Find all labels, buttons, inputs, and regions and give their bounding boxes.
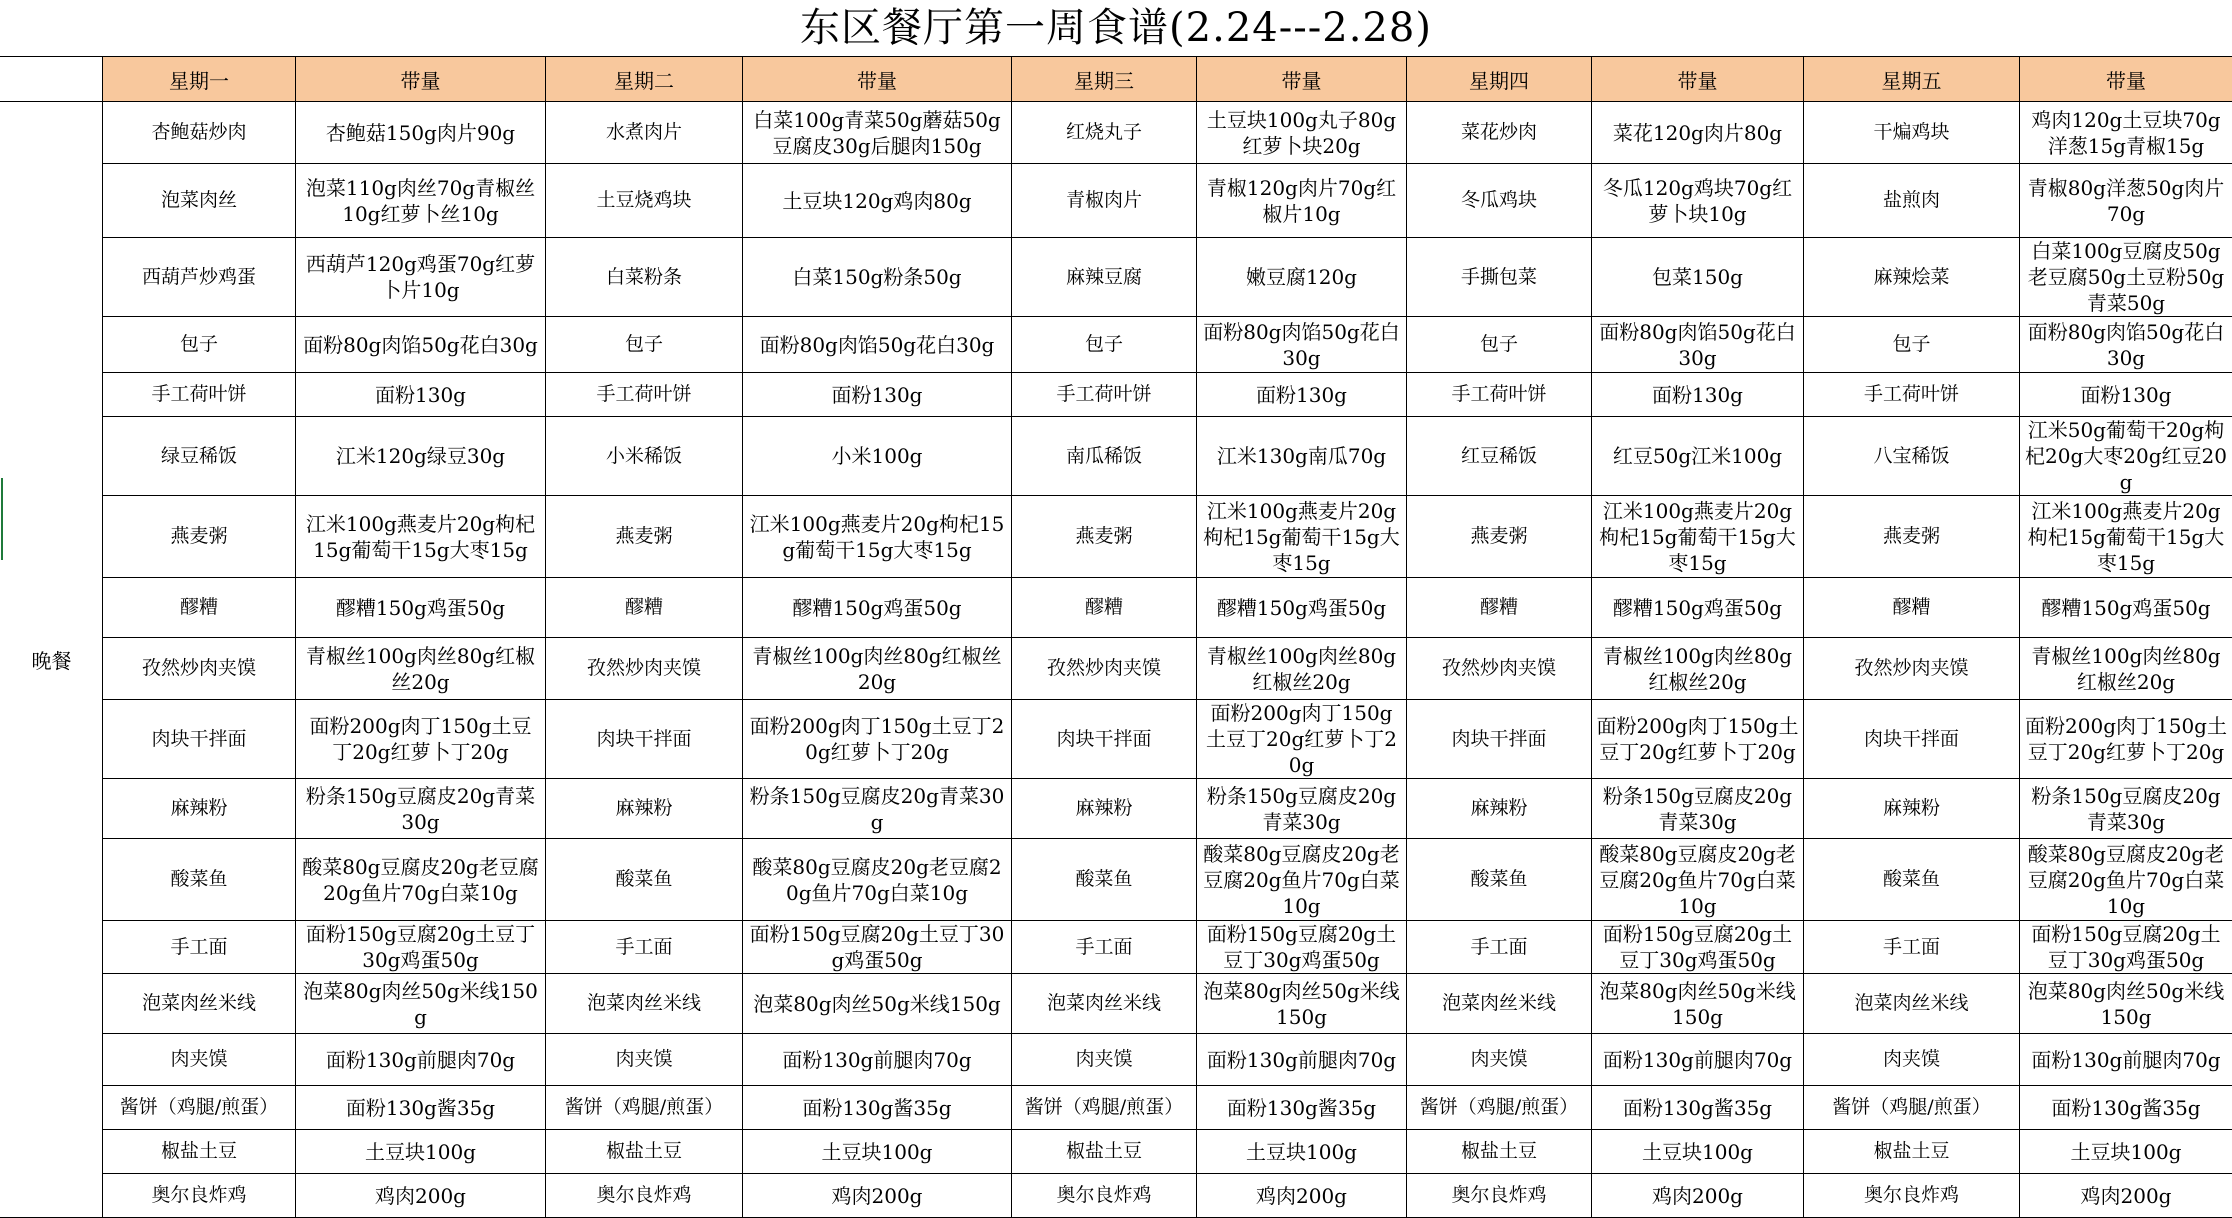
portion-cell: 面粉130g酱35g — [1592, 1086, 1804, 1130]
portion-cell: 土豆块120g鸡肉80g — [743, 164, 1012, 238]
dish-name-cell: 肉夹馍 — [1407, 1034, 1592, 1086]
dish-name-cell: 手工荷叶饼 — [1012, 373, 1197, 417]
portion-cell: 醪糟150g鸡蛋50g — [743, 578, 1012, 638]
portion-cell: 白菜100g青菜50g蘑菇50g豆腐皮30g后腿肉150g — [743, 102, 1012, 164]
portion-cell: 泡菜110g肉丝70g青椒丝10g红萝卜丝10g — [296, 164, 546, 238]
table-row — [1, 1034, 2232, 1086]
table-row — [1, 1086, 2232, 1130]
dish-name-cell: 八宝稀饭 — [1804, 417, 2020, 496]
portion-cell: 粉条150g豆腐皮20g青菜30g — [1592, 779, 1804, 839]
dish-name-cell: 椒盐土豆 — [546, 1130, 743, 1174]
portion-cell: 酸菜80g豆腐皮20g老豆腐20g鱼片70g白菜10g — [2020, 839, 2232, 921]
table-row — [1, 417, 2232, 496]
dish-name-cell: 酸菜鱼 — [103, 839, 296, 921]
dish-name-cell: 麻辣粉 — [1804, 779, 2020, 839]
dish-name-cell: 燕麦粥 — [1407, 496, 1592, 578]
dish-name-cell: 肉块干拌面 — [1804, 700, 2020, 779]
dish-name-cell: 醪糟 — [1012, 578, 1197, 638]
table-row — [1, 164, 2232, 238]
dish-name-cell: 麻辣烩菜 — [1804, 238, 2020, 317]
table-row — [1, 578, 2232, 638]
portion-cell: 青椒丝100g肉丝80g红椒丝20g — [296, 638, 546, 700]
portion-cell: 面粉80g肉馅50g花白30g — [743, 317, 1012, 373]
dish-name-cell: 奥尔良炸鸡 — [546, 1174, 743, 1218]
header-cell: 带量 — [296, 57, 546, 102]
portion-cell: 土豆块100g — [296, 1130, 546, 1174]
menu-title: 东区餐厅第一周食谱(2.24---2.28) — [0, 0, 2232, 56]
dish-name-cell: 酸菜鱼 — [546, 839, 743, 921]
dish-name-cell: 肉块干拌面 — [1407, 700, 1592, 779]
dish-name-cell: 泡菜肉丝米线 — [1804, 974, 2020, 1034]
dish-name-cell: 麻辣粉 — [1407, 779, 1592, 839]
portion-cell: 江米100g燕麦片20g枸杞15g葡萄干15g大枣15g — [2020, 496, 2232, 578]
dish-name-cell: 西葫芦炒鸡蛋 — [103, 238, 296, 317]
portion-cell: 酸菜80g豆腐皮20g老豆腐20g鱼片70g白菜10g — [743, 839, 1012, 921]
dish-name-cell: 包子 — [1012, 317, 1197, 373]
header-cell: 星期一 — [103, 57, 296, 102]
portion-cell: 鸡肉120g土豆块70g洋葱15g青椒15g — [2020, 102, 2232, 164]
portion-cell: 面粉130g — [1592, 373, 1804, 417]
dish-name-cell: 手工荷叶饼 — [103, 373, 296, 417]
dish-name-cell: 椒盐土豆 — [1804, 1130, 2020, 1174]
dish-name-cell: 麻辣粉 — [103, 779, 296, 839]
table-row — [1, 921, 2232, 974]
portion-cell: 面粉130g前腿肉70g — [2020, 1034, 2232, 1086]
portion-cell: 酸菜80g豆腐皮20g老豆腐20g鱼片70g白菜10g — [1592, 839, 1804, 921]
portion-cell: 面粉80g肉馅50g花白30g — [1592, 317, 1804, 373]
dish-name-cell: 青椒肉片 — [1012, 164, 1197, 238]
dish-name-cell: 奥尔良炸鸡 — [103, 1174, 296, 1218]
portion-cell: 醪糟150g鸡蛋50g — [296, 578, 546, 638]
portion-cell: 面粉200g肉丁150g土豆丁20g红萝卜丁20g — [743, 700, 1012, 779]
meal-label: 晚餐 — [1, 102, 103, 1218]
portion-cell: 面粉130g — [743, 373, 1012, 417]
portion-cell: 江米100g燕麦片20g枸杞15g葡萄干15g大枣15g — [1197, 496, 1407, 578]
dish-name-cell: 手工荷叶饼 — [1407, 373, 1592, 417]
table-row — [1, 638, 2232, 700]
portion-cell: 面粉130g酱35g — [743, 1086, 1012, 1130]
portion-cell: 江米130g南瓜70g — [1197, 417, 1407, 496]
dish-name-cell: 手工面 — [546, 921, 743, 974]
header-row — [1, 57, 2232, 102]
portion-cell: 鸡肉200g — [1197, 1174, 1407, 1218]
portion-cell: 面粉150g豆腐20g土豆丁30g鸡蛋50g — [296, 921, 546, 974]
portion-cell: 白菜150g粉条50g — [743, 238, 1012, 317]
portion-cell: 青椒80g洋葱50g肉片70g — [2020, 164, 2232, 238]
weekly-menu-table — [0, 56, 2232, 1218]
portion-cell: 江米50g葡萄干20g枸杞20g大枣20g红豆20g — [2020, 417, 2232, 496]
header-cell: 带量 — [743, 57, 1012, 102]
dish-name-cell: 菜花炒肉 — [1407, 102, 1592, 164]
portion-cell: 青椒丝100g肉丝80g红椒丝20g — [1197, 638, 1407, 700]
portion-cell: 江米100g燕麦片20g枸杞15g葡萄干15g大枣15g — [743, 496, 1012, 578]
dish-name-cell: 肉夹馍 — [1804, 1034, 2020, 1086]
dish-name-cell: 干煸鸡块 — [1804, 102, 2020, 164]
dish-name-cell: 土豆烧鸡块 — [546, 164, 743, 238]
portion-cell: 青椒120g肉片70g红椒片10g — [1197, 164, 1407, 238]
portion-cell: 酸菜80g豆腐皮20g老豆腐20g鱼片70g白菜10g — [1197, 839, 1407, 921]
dish-name-cell: 肉夹馍 — [546, 1034, 743, 1086]
dish-name-cell: 泡菜肉丝 — [103, 164, 296, 238]
dish-name-cell: 孜然炒肉夹馍 — [103, 638, 296, 700]
dish-name-cell: 手工面 — [1804, 921, 2020, 974]
portion-cell: 粉条150g豆腐皮20g青菜30g — [743, 779, 1012, 839]
portion-cell: 面粉150g豆腐20g土豆丁30g鸡蛋50g — [2020, 921, 2232, 974]
dish-name-cell: 手工荷叶饼 — [1804, 373, 2020, 417]
portion-cell: 面粉130g前腿肉70g — [1592, 1034, 1804, 1086]
dish-name-cell: 燕麦粥 — [1012, 496, 1197, 578]
portion-cell: 江米120g绿豆30g — [296, 417, 546, 496]
dish-name-cell: 肉块干拌面 — [1012, 700, 1197, 779]
dish-name-cell: 包子 — [1407, 317, 1592, 373]
dish-name-cell: 绿豆稀饭 — [103, 417, 296, 496]
dish-name-cell: 肉块干拌面 — [546, 700, 743, 779]
portion-cell: 鸡肉200g — [743, 1174, 1012, 1218]
table-row — [1, 238, 2232, 317]
dish-name-cell: 奥尔良炸鸡 — [1804, 1174, 2020, 1218]
header-cell: 星期四 — [1407, 57, 1592, 102]
header-cell: 带量 — [2020, 57, 2232, 102]
portion-cell: 面粉150g豆腐20g土豆丁30g鸡蛋50g — [1592, 921, 1804, 974]
dish-name-cell: 手撕包菜 — [1407, 238, 1592, 317]
dish-name-cell: 红豆稀饭 — [1407, 417, 1592, 496]
portion-cell: 江米100g燕麦片20g枸杞15g葡萄干15g大枣15g — [1592, 496, 1804, 578]
dish-name-cell: 盐煎肉 — [1804, 164, 2020, 238]
portion-cell: 粉条150g豆腐皮20g青菜30g — [2020, 779, 2232, 839]
dish-name-cell: 冬瓜鸡块 — [1407, 164, 1592, 238]
header-cell: 星期五 — [1804, 57, 2020, 102]
dish-name-cell: 杏鲍菇炒肉 — [103, 102, 296, 164]
dish-name-cell: 南瓜稀饭 — [1012, 417, 1197, 496]
menu-body — [1, 102, 2232, 1218]
portion-cell: 面粉150g豆腐20g土豆丁30g鸡蛋50g — [743, 921, 1012, 974]
header-cell: 星期二 — [546, 57, 743, 102]
dish-name-cell: 酸菜鱼 — [1804, 839, 2020, 921]
portion-cell: 西葫芦120g鸡蛋70g红萝卜片10g — [296, 238, 546, 317]
dish-name-cell: 肉块干拌面 — [103, 700, 296, 779]
portion-cell: 面粉130g酱35g — [296, 1086, 546, 1130]
portion-cell: 面粉80g肉馅50g花白30g — [1197, 317, 1407, 373]
dish-name-cell: 肉夹馍 — [103, 1034, 296, 1086]
dish-name-cell: 椒盐土豆 — [1407, 1130, 1592, 1174]
portion-cell: 鸡肉200g — [2020, 1174, 2232, 1218]
portion-cell: 面粉130g前腿肉70g — [296, 1034, 546, 1086]
dish-name-cell: 手工面 — [1012, 921, 1197, 974]
portion-cell: 面粉130g — [296, 373, 546, 417]
portion-cell: 面粉130g前腿肉70g — [743, 1034, 1012, 1086]
table-row — [1, 373, 2232, 417]
table-row — [1, 1174, 2232, 1218]
portion-cell: 粉条150g豆腐皮20g青菜30g — [1197, 779, 1407, 839]
dish-name-cell: 泡菜肉丝米线 — [103, 974, 296, 1034]
dish-name-cell: 包子 — [1804, 317, 2020, 373]
dish-name-cell: 醪糟 — [103, 578, 296, 638]
dish-name-cell: 椒盐土豆 — [103, 1130, 296, 1174]
portion-cell: 面粉130g酱35g — [2020, 1086, 2232, 1130]
dish-name-cell: 酱饼（鸡腿/煎蛋） — [1804, 1086, 2020, 1130]
dish-name-cell: 孜然炒肉夹馍 — [1407, 638, 1592, 700]
portion-cell: 白菜100g豆腐皮50g老豆腐50g土豆粉50g青菜50g — [2020, 238, 2232, 317]
header-cell: 带量 — [1197, 57, 1407, 102]
portion-cell: 泡菜80g肉丝50g米线150g — [296, 974, 546, 1034]
portion-cell: 泡菜80g肉丝50g米线150g — [1197, 974, 1407, 1034]
dish-name-cell: 麻辣粉 — [546, 779, 743, 839]
portion-cell: 青椒丝100g肉丝80g红椒丝20g — [1592, 638, 1804, 700]
dish-name-cell: 泡菜肉丝米线 — [1012, 974, 1197, 1034]
portion-cell: 面粉80g肉馅50g花白30g — [2020, 317, 2232, 373]
portion-cell: 泡菜80g肉丝50g米线150g — [743, 974, 1012, 1034]
portion-cell: 土豆块100g — [1197, 1130, 1407, 1174]
portion-cell: 面粉200g肉丁150g土豆丁20g红萝卜丁20g — [1197, 700, 1407, 779]
dish-name-cell: 泡菜肉丝米线 — [1407, 974, 1592, 1034]
portion-cell: 面粉200g肉丁150g土豆丁20g红萝卜丁20g — [296, 700, 546, 779]
dish-name-cell: 泡菜肉丝米线 — [546, 974, 743, 1034]
dish-name-cell: 醪糟 — [546, 578, 743, 638]
portion-cell: 土豆块100g丸子80g红萝卜块20g — [1197, 102, 1407, 164]
table-row — [1, 700, 2232, 779]
dish-name-cell: 酱饼（鸡腿/煎蛋） — [1407, 1086, 1592, 1130]
dish-name-cell: 小米稀饭 — [546, 417, 743, 496]
portion-cell: 红豆50g江米100g — [1592, 417, 1804, 496]
table-row — [1, 1130, 2232, 1174]
portion-cell: 面粉150g豆腐20g土豆丁30g鸡蛋50g — [1197, 921, 1407, 974]
dish-name-cell: 酱饼（鸡腿/煎蛋） — [1012, 1086, 1197, 1130]
portion-cell: 醪糟150g鸡蛋50g — [1592, 578, 1804, 638]
table-row — [1, 779, 2232, 839]
dish-name-cell: 燕麦粥 — [1804, 496, 2020, 578]
dish-name-cell: 包子 — [103, 317, 296, 373]
dish-name-cell: 酸菜鱼 — [1407, 839, 1592, 921]
portion-cell: 面粉130g前腿肉70g — [1197, 1034, 1407, 1086]
dish-name-cell: 酱饼（鸡腿/煎蛋） — [103, 1086, 296, 1130]
dish-name-cell: 红烧丸子 — [1012, 102, 1197, 164]
portion-cell: 面粉130g — [1197, 373, 1407, 417]
portion-cell: 嫩豆腐120g — [1197, 238, 1407, 317]
portion-cell: 醪糟150g鸡蛋50g — [2020, 578, 2232, 638]
portion-cell: 青椒丝100g肉丝80g红椒丝20g — [2020, 638, 2232, 700]
dish-name-cell: 燕麦粥 — [546, 496, 743, 578]
portion-cell: 酸菜80g豆腐皮20g老豆腐20g鱼片70g白菜10g — [296, 839, 546, 921]
portion-cell: 土豆块100g — [743, 1130, 1012, 1174]
dish-name-cell: 奥尔良炸鸡 — [1407, 1174, 1592, 1218]
dish-name-cell: 肉夹馍 — [1012, 1034, 1197, 1086]
portion-cell: 江米100g燕麦片20g枸杞15g葡萄干15g大枣15g — [296, 496, 546, 578]
dish-name-cell: 酸菜鱼 — [1012, 839, 1197, 921]
dish-name-cell: 孜然炒肉夹馍 — [546, 638, 743, 700]
portion-cell: 青椒丝100g肉丝80g红椒丝20g — [743, 638, 1012, 700]
dish-name-cell: 手工面 — [103, 921, 296, 974]
portion-cell: 小米100g — [743, 417, 1012, 496]
portion-cell: 泡菜80g肉丝50g米线150g — [1592, 974, 1804, 1034]
dish-name-cell: 醪糟 — [1804, 578, 2020, 638]
dish-name-cell: 麻辣粉 — [1012, 779, 1197, 839]
portion-cell: 面粉200g肉丁150g土豆丁20g红萝卜丁20g — [2020, 700, 2232, 779]
dish-name-cell: 椒盐土豆 — [1012, 1130, 1197, 1174]
table-row — [1, 839, 2232, 921]
header-cell: 星期三 — [1012, 57, 1197, 102]
portion-cell: 面粉200g肉丁150g土豆丁20g红萝卜丁20g — [1592, 700, 1804, 779]
dish-name-cell: 燕麦粥 — [103, 496, 296, 578]
portion-cell: 冬瓜120g鸡块70g红萝卜块10g — [1592, 164, 1804, 238]
portion-cell: 土豆块100g — [1592, 1130, 1804, 1174]
portion-cell: 鸡肉200g — [1592, 1174, 1804, 1218]
portion-cell: 面粉130g — [2020, 373, 2232, 417]
dish-name-cell: 醪糟 — [1407, 578, 1592, 638]
dish-name-cell: 水煮肉片 — [546, 102, 743, 164]
dish-name-cell: 麻辣豆腐 — [1012, 238, 1197, 317]
portion-cell: 土豆块100g — [2020, 1130, 2232, 1174]
portion-cell: 面粉130g酱35g — [1197, 1086, 1407, 1130]
dish-name-cell: 手工荷叶饼 — [546, 373, 743, 417]
dish-name-cell: 酱饼（鸡腿/煎蛋） — [546, 1086, 743, 1130]
corner-cell — [1, 57, 103, 102]
dish-name-cell: 包子 — [546, 317, 743, 373]
portion-cell: 面粉80g肉馅50g花白30g — [296, 317, 546, 373]
portion-cell: 鸡肉200g — [296, 1174, 546, 1218]
portion-cell: 泡菜80g肉丝50g米线150g — [2020, 974, 2232, 1034]
dish-name-cell: 孜然炒肉夹馍 — [1012, 638, 1197, 700]
portion-cell: 菜花120g肉片80g — [1592, 102, 1804, 164]
table-row — [1, 974, 2232, 1034]
table-row — [1, 102, 2232, 164]
dish-name-cell: 手工面 — [1407, 921, 1592, 974]
dish-name-cell: 孜然炒肉夹馍 — [1804, 638, 2020, 700]
portion-cell: 粉条150g豆腐皮20g青菜30g — [296, 779, 546, 839]
dish-name-cell: 奥尔良炸鸡 — [1012, 1174, 1197, 1218]
header-cell: 带量 — [1592, 57, 1804, 102]
portion-cell: 包菜150g — [1592, 238, 1804, 317]
table-row — [1, 496, 2232, 578]
portion-cell: 醪糟150g鸡蛋50g — [1197, 578, 1407, 638]
portion-cell: 杏鲍菇150g肉片90g — [296, 102, 546, 164]
table-row — [1, 317, 2232, 373]
dish-name-cell: 白菜粉条 — [546, 238, 743, 317]
